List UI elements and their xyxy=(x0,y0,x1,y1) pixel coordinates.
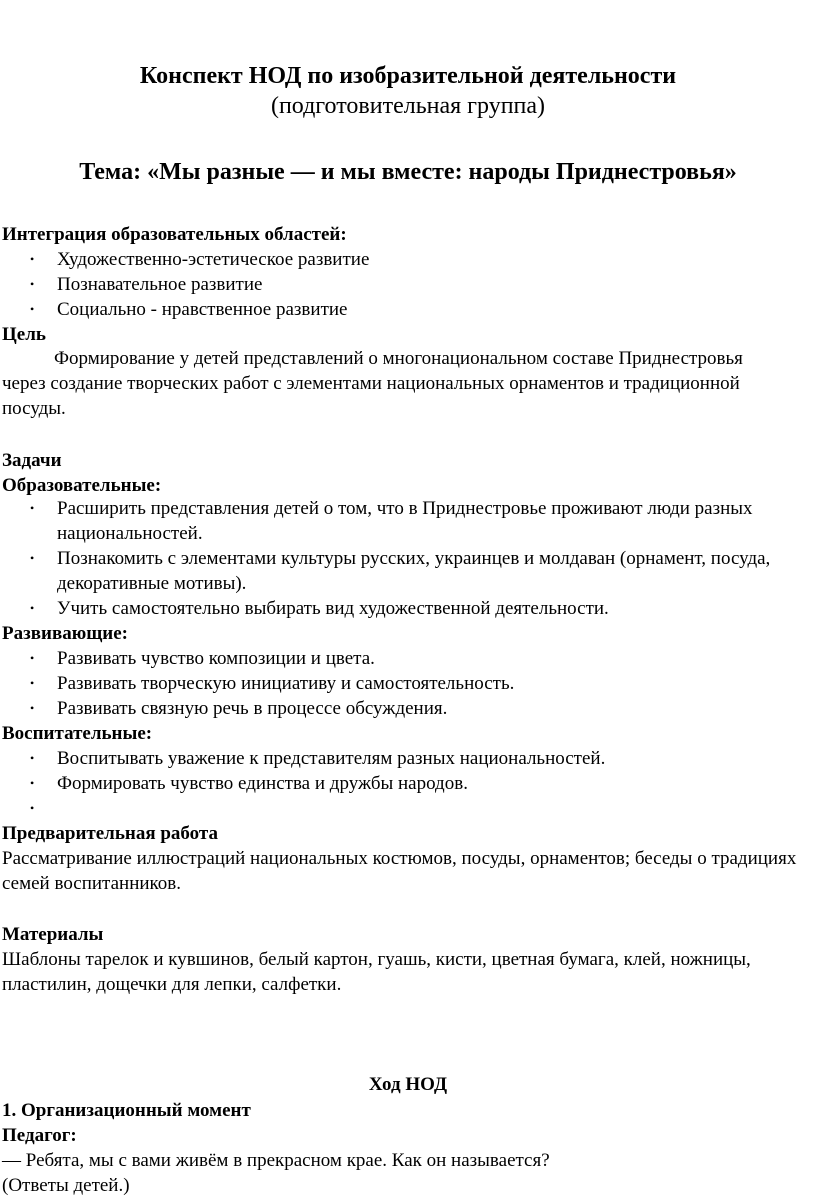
materials-heading: Материалы xyxy=(2,924,104,945)
developing-item: Развивать связную речь в процессе обсуждения. xyxy=(57,698,448,719)
preliminary-text: Рассматривание иллюстраций национальных костюмов, посуды, орнаментов; беседы о традициях семей воспитанников. xyxy=(2,848,797,894)
teacher-label: Педагог: xyxy=(2,1125,77,1146)
bullet-icon: • xyxy=(30,302,35,316)
upbringing-heading: Воспитательные: xyxy=(2,723,153,744)
bullet-icon: • xyxy=(30,676,35,690)
bullet-icon: • xyxy=(30,776,35,790)
doc-subtitle: (подготовительная группа) xyxy=(270,93,546,119)
bullet-icon: • xyxy=(30,501,35,515)
bullet-icon: • xyxy=(30,551,35,565)
bullet-icon: • xyxy=(30,601,35,615)
materials-text: Шаблоны тарелок и кувшинов, белый картон, гуашь, кисти, цветная бумага, клей, ножницы, пластилин, дощечки для лепки, салфетки. xyxy=(2,949,751,995)
tasks-heading: Задачи xyxy=(2,450,62,471)
children-answer: (Ответы детей.) xyxy=(2,1175,130,1196)
developing-heading: Развивающие: xyxy=(2,623,128,644)
bullet-icon: • xyxy=(30,701,35,715)
course-section-heading: 1. Организационный момент xyxy=(2,1100,251,1121)
doc-title: Конспект НОД по изобразительной деятельности xyxy=(139,63,677,89)
bullet-icon: • xyxy=(30,651,35,665)
educational-item: Познакомить с элементами культуры русских, украинцев и молдаван (орнамент, посуда, декоративные мотивы). xyxy=(57,548,771,594)
bullet-icon: • xyxy=(30,252,35,266)
integration-item: Познавательное развитие xyxy=(57,274,263,295)
integration-heading: Интеграция образовательных областей: xyxy=(2,224,347,245)
educational-item: Учить самостоятельно выбирать вид художественной деятельности. xyxy=(57,598,609,619)
educational-item: Расширить представления детей о том, что в Приднестровье проживают люди разных национальностей. xyxy=(57,498,753,544)
integration-item: Художественно-эстетическое развитие xyxy=(57,249,370,270)
goal-heading: Цель xyxy=(2,324,46,345)
developing-item: Развивать творческую инициативу и самостоятельность. xyxy=(57,673,515,694)
upbringing-item: Воспитывать уважение к представителям разных национальностей. xyxy=(57,748,606,769)
preliminary-heading: Предварительная работа xyxy=(2,823,218,844)
teacher-speech: — Ребята, мы с вами живём в прекрасном крае. Как он называется? xyxy=(2,1150,550,1171)
doc-theme: Тема: «Мы разные — и мы вместе: народы Приднестровья» xyxy=(79,159,737,185)
developing-item: Развивать чувство композиции и цвета. xyxy=(57,648,375,669)
educational-heading: Образовательные: xyxy=(2,475,162,496)
goal-text: Формирование у детей представлений о многонациональном составе Приднестровья через создание творческих работ с элементами национальных орнаментов и традиционной посуды. xyxy=(2,348,743,419)
integration-item: Социально - нравственное развитие xyxy=(57,299,348,320)
bullet-icon: • xyxy=(30,751,35,765)
bullet-icon: • xyxy=(30,277,35,291)
upbringing-item: Формировать чувство единства и дружбы народов. xyxy=(57,773,468,794)
bullet-icon: • xyxy=(30,801,35,815)
course-heading: Ход НОД xyxy=(368,1074,448,1095)
